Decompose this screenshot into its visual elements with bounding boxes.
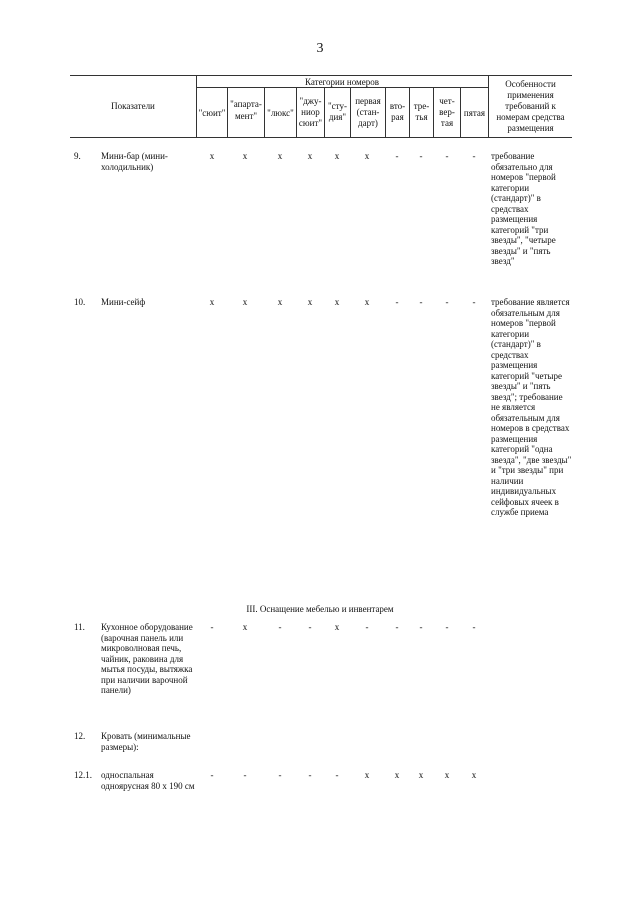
mark-cell: х xyxy=(334,622,340,632)
mark-cell: х xyxy=(277,151,283,161)
mark-cell: х xyxy=(394,770,400,780)
mark-cell: - xyxy=(472,622,476,632)
row-number: 11. xyxy=(74,622,85,632)
row-label: Мини-сейф xyxy=(101,297,146,307)
header-category-5: "сту-дия" xyxy=(328,101,347,122)
header-top-line xyxy=(70,75,572,76)
mark-cell: х xyxy=(334,151,340,161)
header-categories-title: Категории номеров xyxy=(304,77,379,87)
mark-cell: - xyxy=(419,297,423,307)
mark-cell: - xyxy=(445,151,449,161)
mark-cell: - xyxy=(419,622,423,632)
row-number: 12.1. xyxy=(74,770,92,780)
mark-cell: - xyxy=(365,622,369,632)
row-note: требование обязательно для номеров "первой категории (стандарт)" в средствах размещения категорий "три звезды", "четыре звезды" и "пять звезд" xyxy=(491,151,556,266)
header-category-3: "люкс" xyxy=(267,108,294,118)
mark-cell: - xyxy=(308,770,312,780)
mark-cell: - xyxy=(278,770,282,780)
header-sub-line xyxy=(196,87,488,88)
mark-cell: - xyxy=(308,622,312,632)
header-category-1: "сюит" xyxy=(198,108,226,118)
mark-cell: - xyxy=(419,151,423,161)
mark-cell: х xyxy=(364,770,370,780)
header-category-10: пятая xyxy=(463,108,486,118)
header-indicators: Показатели xyxy=(111,101,155,111)
mark-cell: - xyxy=(278,622,282,632)
mark-cell: - xyxy=(472,297,476,307)
mark-cell: - xyxy=(472,151,476,161)
mark-cell: - xyxy=(395,622,399,632)
row-number: 9. xyxy=(74,151,81,161)
row-label: Мини-бар (мини-холодильник) xyxy=(101,151,168,172)
mark-cell: х xyxy=(242,622,248,632)
mark-cell: х xyxy=(277,297,283,307)
mark-cell: - xyxy=(445,297,449,307)
header-category-7: вто-рая xyxy=(389,101,406,122)
row-label: Кровать (минимальные размеры): xyxy=(101,731,191,752)
mark-cell: х xyxy=(471,770,477,780)
mark-cell: х xyxy=(444,770,450,780)
header-category-2: "апарта-мент" xyxy=(230,99,262,121)
row-label: односпальная одноярусная 80 х 190 см xyxy=(101,770,195,791)
mark-cell: х xyxy=(209,297,215,307)
mark-cell: х xyxy=(242,297,248,307)
mark-cell: - xyxy=(210,770,214,780)
header-category-6: первая (стан-дарт) xyxy=(355,96,381,128)
header-category-9: чет-вер-тая xyxy=(439,96,455,128)
mark-cell: х xyxy=(307,297,313,307)
mark-cell: - xyxy=(445,622,449,632)
row-number: 12. xyxy=(74,731,86,741)
row-label: Кухонное оборудование (варочная панель или микроволновая печь, чайник, раковина для мытья посуды, вытяжка при наличии варочной панели) xyxy=(101,622,193,695)
mark-cell: х xyxy=(209,151,215,161)
mark-cell: х xyxy=(418,770,424,780)
mark-cell: х xyxy=(242,151,248,161)
header-category-4: "джу-ниор сюит" xyxy=(298,96,323,128)
header-bottom-line xyxy=(70,137,572,138)
mark-cell: х xyxy=(334,297,340,307)
page-number: 3 xyxy=(316,41,324,56)
row-note: требование является обязательным для номеров "первой категории (стандарт)" в средствах размещения категорий "четыре звезды" и "пять звезд"; требование не является обязательным для номеров в средствах размещения категорий "одна звезда", "две звезды" и "три звезды" при наличии индивидуальных сейфовых ячеек в службе приема xyxy=(491,297,572,517)
mark-cell: - xyxy=(335,770,339,780)
mark-cell: х xyxy=(364,297,370,307)
section-title: III. Оснащение мебелью и инвентарем xyxy=(246,604,394,614)
mark-cell: - xyxy=(395,297,399,307)
mark-cell: х xyxy=(364,151,370,161)
header-features: Особенности применения требований к номерам средства размещения xyxy=(496,79,565,133)
row-number: 10. xyxy=(74,297,86,307)
mark-cell: - xyxy=(210,622,214,632)
mark-cell: х xyxy=(307,151,313,161)
header-category-8: тре-тья xyxy=(413,101,430,122)
mark-cell: - xyxy=(395,151,399,161)
mark-cell: - xyxy=(243,770,247,780)
